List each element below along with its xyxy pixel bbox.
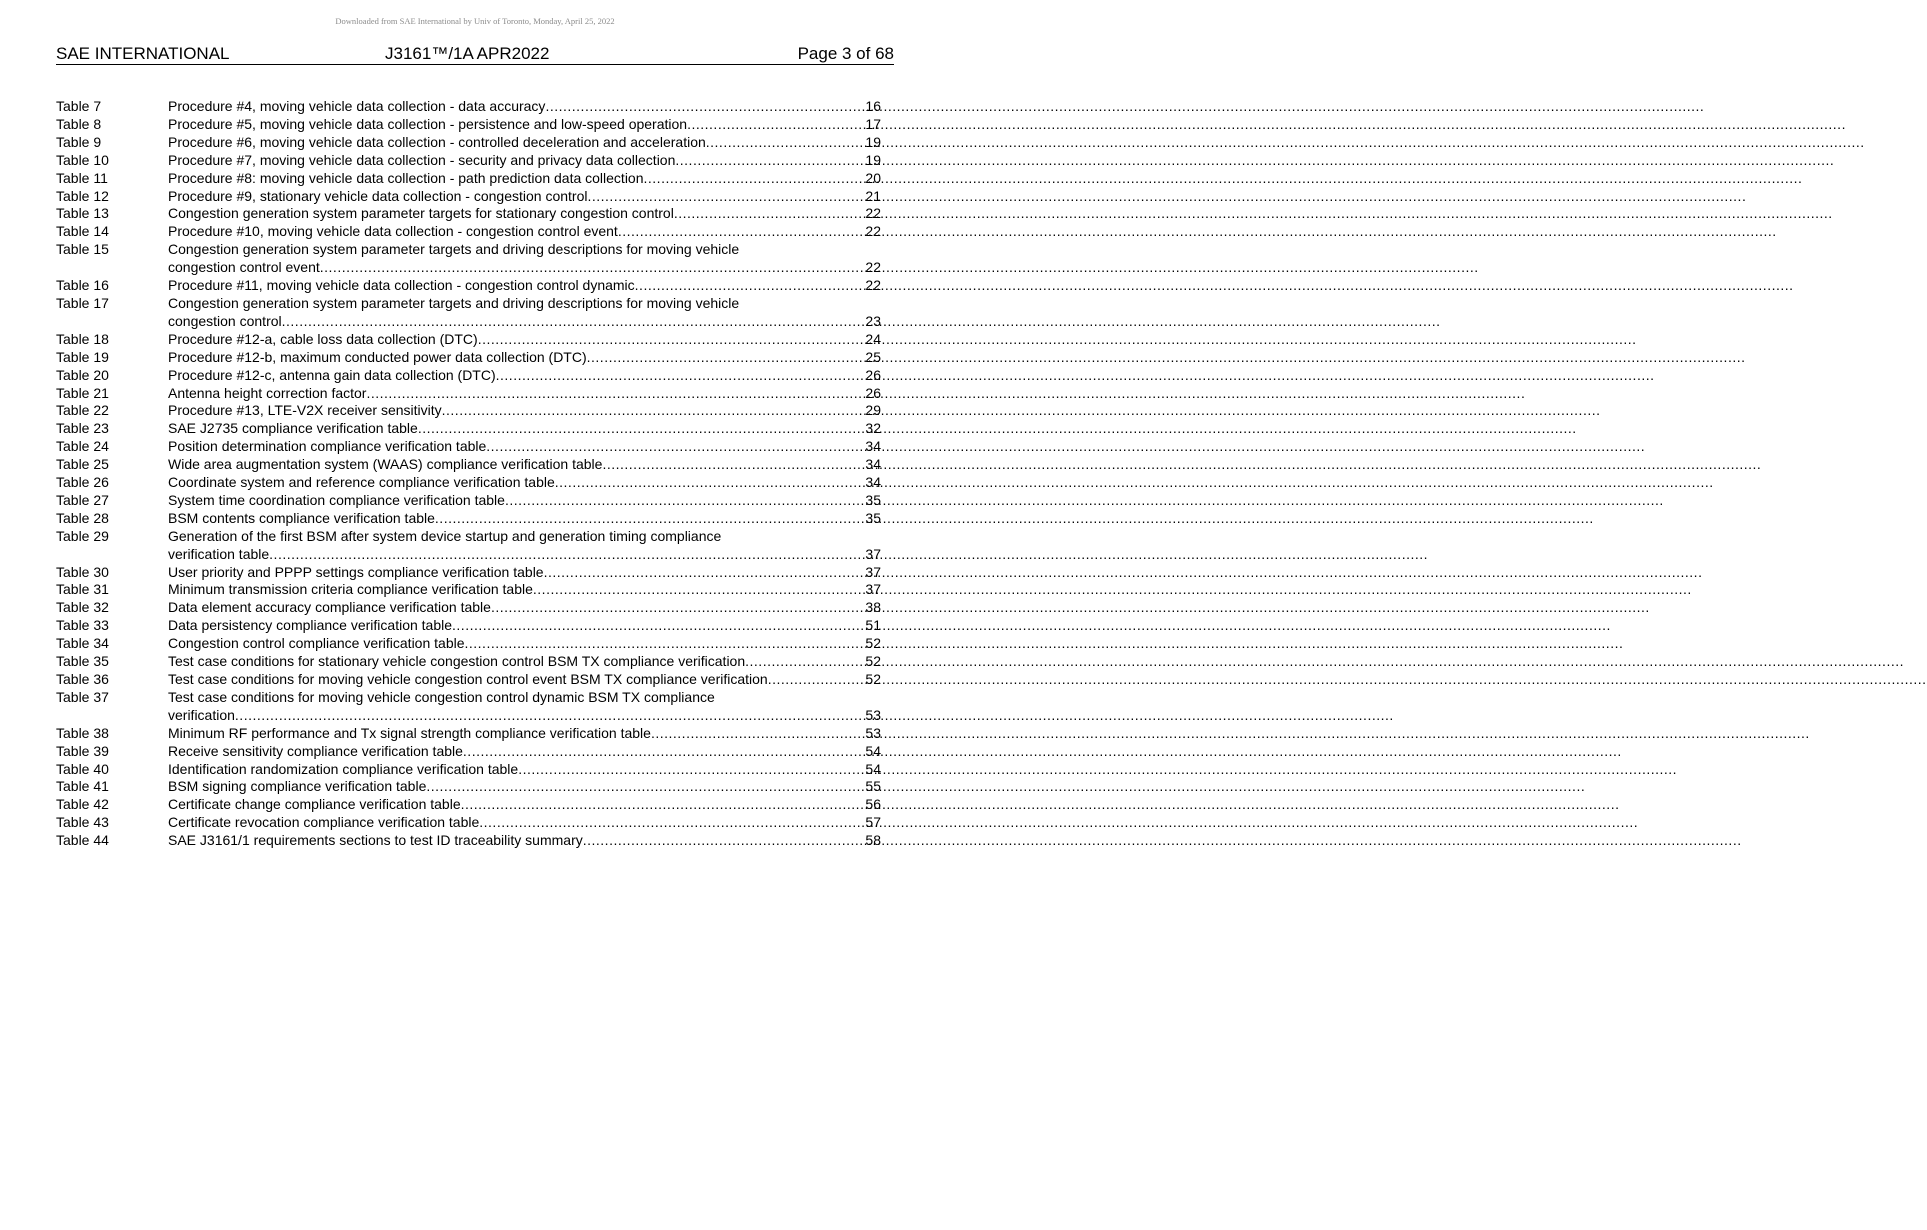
toc-entry-title: Procedure #13, LTE-V2X receiver sensitivity <box>168 402 442 419</box>
toc-entry[interactable] <box>56 205 881 223</box>
toc-entry-label: Table 24 <box>56 438 109 455</box>
toc-entry-label: Table 30 <box>56 563 109 580</box>
toc-dot-leader <box>426 778 864 796</box>
toc-entry-page: 22 <box>865 205 881 222</box>
toc-entry-label: Table 33 <box>56 617 109 634</box>
toc-entry[interactable] <box>56 170 881 188</box>
toc-entry-page: 58 <box>865 832 881 849</box>
toc-entry-label: Table 11 <box>56 169 108 186</box>
toc-entry-body <box>168 635 881 653</box>
toc-entry-page: 34 <box>865 474 881 491</box>
toc-entry-title: verification table <box>168 545 270 562</box>
toc-entry-page: 22 <box>865 277 881 294</box>
toc-entry-body <box>168 474 881 492</box>
toc-entry-page: 35 <box>865 509 881 526</box>
toc-dot-leader <box>491 599 864 617</box>
toc-entry-page: 52 <box>865 671 881 687</box>
toc-entry-title-line1: Test case conditions for moving vehicle congestion control dynamic BSM TX compliance <box>168 688 715 705</box>
toc-dot-leader <box>282 313 865 331</box>
toc-entry-title: Procedure #7, moving vehicle data collection - security and privacy data collection <box>168 151 676 168</box>
header-document-id: J3161™/1A APR2022 <box>385 44 550 63</box>
toc-entry-label: Table 13 <box>56 205 109 222</box>
toc-entry-body <box>168 689 881 725</box>
toc-entry-page: 32 <box>865 420 881 437</box>
toc-entry-body <box>168 188 881 206</box>
toc-entry-label: Table 7 <box>56 98 102 114</box>
toc-entry-body <box>168 796 881 814</box>
list-of-tables <box>56 98 881 850</box>
toc-entry-label: Table 14 <box>56 223 109 240</box>
toc-entry-label: Table 37 <box>56 688 109 705</box>
toc-dot-leader <box>583 832 865 850</box>
toc-dot-leader <box>587 349 865 367</box>
toc-entry-title: BSM signing compliance verification table <box>168 778 427 795</box>
toc-dot-leader <box>442 402 865 420</box>
toc-entry-page: 53 <box>865 706 881 723</box>
page-header <box>56 44 894 65</box>
toc-entry[interactable] <box>56 564 881 582</box>
toc-entry-body <box>168 599 881 617</box>
toc-entry-page: 54 <box>865 760 881 777</box>
toc-entry[interactable] <box>56 188 881 206</box>
toc-entry[interactable] <box>56 581 881 599</box>
toc-entry-title: Data element accuracy compliance verification table <box>168 599 491 616</box>
toc-entry-title: Antenna height correction factor <box>168 384 367 401</box>
toc-dot-leader <box>555 474 865 492</box>
toc-entry-label: Table 23 <box>56 420 109 437</box>
toc-entry[interactable] <box>56 635 881 653</box>
toc-entry-page: 22 <box>865 223 881 240</box>
toc-entry-label: Table 43 <box>56 814 109 831</box>
toc-entry[interactable] <box>56 528 881 564</box>
toc-entry-body <box>168 761 881 779</box>
toc-entry-title: Certificate revocation compliance verification table <box>168 814 480 831</box>
toc-entry-title: Minimum transmission criteria compliance verification table <box>168 581 533 598</box>
toc-dot-leader <box>269 546 864 564</box>
toc-entry-body <box>168 778 881 796</box>
toc-entry-body <box>168 277 881 295</box>
toc-entry[interactable] <box>56 277 881 295</box>
toc-entry-title: User priority and PPPP settings compliance verification table <box>168 563 544 580</box>
toc-entry-label: Table 38 <box>56 724 109 741</box>
toc-entry-title: Wide area augmentation system (WAAS) compliance verification table <box>168 456 603 473</box>
toc-entry-body <box>168 671 881 689</box>
toc-dot-leader <box>505 492 864 510</box>
toc-entry-page: 37 <box>865 581 881 598</box>
toc-entry-page: 52 <box>865 653 881 670</box>
toc-entry-title: Congestion generation system parameter targets for stationary congestion control <box>168 205 674 222</box>
toc-entry-title: SAE J3161/1 requirements sections to test ID traceability summary <box>168 832 583 849</box>
toc-entry-page: 17 <box>865 115 881 132</box>
toc-entry-title: congestion control event <box>168 259 320 276</box>
toc-entry-label: Table 31 <box>56 581 109 598</box>
toc-entry-page: 26 <box>865 384 881 401</box>
toc-dot-leader <box>435 510 865 528</box>
toc-entry[interactable] <box>56 832 881 850</box>
toc-entry-title: Procedure #12-c, antenna gain data collection (DTC) <box>168 366 496 383</box>
toc-entry-page: 26 <box>865 366 881 383</box>
toc-dot-leader <box>320 259 865 277</box>
toc-dot-leader <box>706 134 865 152</box>
toc-entry-page: 35 <box>865 491 881 508</box>
toc-entry-body <box>168 725 881 743</box>
toc-entry-title: Identification randomization compliance verification table <box>168 760 519 777</box>
toc-dot-leader <box>618 223 865 241</box>
toc-entry-title-line1: Congestion generation system parameter targets and driving descriptions for moving vehicle <box>168 294 740 311</box>
toc-dot-leader <box>635 277 865 295</box>
toc-entry-body <box>168 510 881 528</box>
toc-dot-leader <box>533 581 865 599</box>
toc-dot-leader <box>461 796 865 814</box>
toc-entry[interactable] <box>56 653 881 671</box>
toc-entry[interactable] <box>56 814 881 832</box>
toc-entry-page: 52 <box>865 635 881 652</box>
toc-entry-body <box>168 528 881 564</box>
toc-entry-page: 21 <box>865 187 881 204</box>
toc-entry[interactable] <box>56 492 881 510</box>
toc-entry-page: 20 <box>865 169 881 186</box>
toc-entry[interactable] <box>56 599 881 617</box>
toc-entry-title: Receive sensitivity compliance verification table <box>168 742 463 759</box>
toc-entry-title-line1: Generation of the first BSM after system device startup and generation timing compliance <box>168 527 722 544</box>
toc-entry-title: Procedure #4, moving vehicle data collection - data accuracy <box>168 98 546 114</box>
toc-entry-title: Procedure #12-a, cable loss data collection (DTC) <box>168 330 478 347</box>
toc-dot-leader <box>602 456 864 474</box>
toc-entry-label: Table 21 <box>56 384 109 401</box>
toc-entry-title: congestion control <box>168 312 282 329</box>
toc-entry-title: Certificate change compliance verification table <box>168 796 461 813</box>
toc-dot-leader <box>486 438 864 456</box>
toc-dot-leader <box>544 564 865 582</box>
toc-entry-page: 38 <box>865 599 881 616</box>
toc-entry[interactable] <box>56 778 881 796</box>
toc-entry-page: 56 <box>865 796 881 813</box>
toc-entry-label: Table 20 <box>56 366 109 383</box>
toc-entry-page: 51 <box>865 617 881 634</box>
toc-entry-body <box>168 98 881 116</box>
toc-entry-label: Table 32 <box>56 599 109 616</box>
toc-entry-body <box>168 367 881 385</box>
toc-entry[interactable] <box>56 385 881 403</box>
toc-entry-body <box>168 402 881 420</box>
toc-entry-body <box>168 134 881 152</box>
download-watermark: Downloaded from SAE International by Univ of Toronto, Monday, April 25, 2022 <box>335 16 615 26</box>
toc-entry-label: Table 36 <box>56 671 109 687</box>
toc-entry-label: Table 35 <box>56 653 109 670</box>
toc-entry-page: 55 <box>865 778 881 795</box>
toc-dot-leader <box>235 707 865 725</box>
toc-entry-body <box>168 653 881 671</box>
toc-dot-leader <box>768 671 865 689</box>
toc-dot-leader <box>687 116 864 134</box>
toc-entry-body <box>168 385 881 403</box>
toc-entry[interactable] <box>56 241 881 277</box>
toc-entry-page: 54 <box>865 742 881 759</box>
toc-entry-body <box>168 564 881 582</box>
toc-dot-leader <box>518 761 864 779</box>
toc-entry-label: Table 8 <box>56 115 102 132</box>
toc-entry[interactable] <box>56 402 881 420</box>
toc-entry-label: Table 27 <box>56 491 109 508</box>
toc-entry-title: Procedure #9, stationary vehicle data collection - congestion control <box>168 187 588 204</box>
toc-entry-body <box>168 295 881 331</box>
toc-entry-label: Table 18 <box>56 330 109 347</box>
toc-entry-label: Table 28 <box>56 509 109 526</box>
toc-dot-leader <box>545 98 864 116</box>
toc-dot-leader <box>452 617 864 635</box>
toc-entry-body <box>168 223 881 241</box>
toc-entry-page: 23 <box>865 312 881 329</box>
toc-dot-leader <box>674 205 865 223</box>
toc-entry-page: 16 <box>865 98 881 114</box>
toc-entry-label: Table 26 <box>56 474 109 491</box>
toc-entry-title-line1: Congestion generation system parameter targets and driving descriptions for moving vehicle <box>168 241 740 258</box>
toc-entry[interactable] <box>56 689 881 725</box>
toc-entry[interactable] <box>56 152 881 170</box>
toc-entry-body <box>168 241 881 277</box>
toc-entry[interactable] <box>56 474 881 492</box>
toc-entry-title: SAE J2735 compliance verification table <box>168 420 418 437</box>
toc-entry-page: 24 <box>865 330 881 347</box>
toc-entry-body <box>168 331 881 349</box>
toc-entry-title: Minimum RF performance and Tx signal strength compliance verification table <box>168 724 651 741</box>
toc-dot-leader <box>465 635 865 653</box>
toc-dot-leader <box>644 170 865 188</box>
toc-dot-leader <box>418 420 865 438</box>
toc-entry-label: Table 41 <box>56 778 109 795</box>
toc-entry-body <box>168 420 881 438</box>
toc-entry-label: Table 39 <box>56 742 109 759</box>
toc-entry-body <box>168 116 881 134</box>
toc-entry[interactable] <box>56 671 881 689</box>
toc-entry-label: Table 40 <box>56 760 109 777</box>
toc-entry-body <box>168 814 881 832</box>
toc-entry-title: Procedure #11, moving vehicle data collection - congestion control dynamic <box>168 277 635 294</box>
toc-entry-title: BSM contents compliance verification table <box>168 509 435 526</box>
toc-entry[interactable] <box>56 367 881 385</box>
toc-entry-title: Procedure #8: moving vehicle data collection - path prediction data collection <box>168 169 644 186</box>
toc-dot-leader <box>478 331 865 349</box>
toc-entry-body <box>168 492 881 510</box>
toc-entry-title: Procedure #12-b, maximum conducted power data collection (DTC) <box>168 348 587 365</box>
toc-entry-body <box>168 152 881 170</box>
toc-entry-page: 19 <box>865 133 881 150</box>
toc-entry-label: Table 9 <box>56 133 102 150</box>
toc-dot-leader <box>366 385 864 403</box>
toc-entry-body <box>168 743 881 761</box>
toc-entry[interactable] <box>56 617 881 635</box>
toc-dot-leader <box>651 725 864 743</box>
toc-entry-label: Table 16 <box>56 277 109 294</box>
toc-dot-leader <box>496 367 865 385</box>
toc-entry-label: Table 15 <box>56 241 109 258</box>
toc-entry-label: Table 22 <box>56 402 109 419</box>
toc-entry-label: Table 12 <box>56 187 109 204</box>
toc-dot-leader <box>675 152 864 170</box>
toc-entry-page: 25 <box>865 348 881 365</box>
toc-entry-body <box>168 617 881 635</box>
toc-dot-leader <box>745 653 864 671</box>
toc-entry[interactable] <box>56 796 881 814</box>
toc-entry-label: Table 25 <box>56 456 109 473</box>
toc-entry[interactable] <box>56 331 881 349</box>
toc-entry-page: 19 <box>865 151 881 168</box>
toc-entry-title: Congestion control compliance verification table <box>168 635 465 652</box>
toc-entry-page: 29 <box>865 402 881 419</box>
toc-entry-body <box>168 205 881 223</box>
toc-entry-body <box>168 170 881 188</box>
toc-entry[interactable] <box>56 349 881 367</box>
toc-entry[interactable] <box>56 743 881 761</box>
toc-entry-body <box>168 832 881 850</box>
toc-entry-page: 37 <box>865 545 881 562</box>
toc-entry[interactable] <box>56 456 881 474</box>
toc-entry-title: Procedure #5, moving vehicle data collection - persistence and low-speed operation <box>168 115 688 132</box>
toc-entry-label: Table 44 <box>56 832 109 849</box>
toc-entry[interactable] <box>56 420 881 438</box>
toc-entry-body <box>168 581 881 599</box>
toc-entry-body <box>168 456 881 474</box>
toc-entry-page: 22 <box>865 259 881 276</box>
toc-entry-title: Position determination compliance verification table <box>168 438 487 455</box>
toc-entry-label: Table 10 <box>56 151 109 168</box>
toc-entry[interactable] <box>56 98 881 116</box>
toc-entry-label: Table 29 <box>56 527 109 544</box>
toc-entry-title: Test case conditions for stationary vehicle congestion control BSM TX compliance verification <box>168 653 746 670</box>
toc-entry[interactable] <box>56 295 881 331</box>
toc-entry[interactable] <box>56 223 881 241</box>
toc-entry-body <box>168 438 881 456</box>
toc-entry-page: 53 <box>865 724 881 741</box>
toc-entry-label: Table 17 <box>56 294 109 311</box>
toc-entry[interactable] <box>56 761 881 779</box>
toc-entry[interactable] <box>56 510 881 528</box>
toc-entry-page: 34 <box>865 438 881 455</box>
toc-dot-leader <box>587 188 864 206</box>
toc-entry-page: 37 <box>865 563 881 580</box>
toc-entry-title: System time coordination compliance verification table <box>168 491 505 508</box>
toc-entry[interactable] <box>56 438 881 456</box>
toc-entry[interactable] <box>56 116 881 134</box>
toc-entry-title: Data persistency compliance verification table <box>168 617 453 634</box>
toc-entry-label: Table 19 <box>56 348 109 365</box>
toc-dot-leader <box>463 743 865 761</box>
toc-entry-title: Coordinate system and reference compliance verification table <box>168 474 555 491</box>
toc-entry-label: Table 34 <box>56 635 109 652</box>
toc-entry-page: 34 <box>865 456 881 473</box>
toc-dot-leader <box>479 814 864 832</box>
toc-entry-title: verification <box>168 706 235 723</box>
header-organization: SAE INTERNATIONAL <box>56 44 230 63</box>
toc-entry-body <box>168 349 881 367</box>
toc-entry-title: Test case conditions for moving vehicle congestion control event BSM TX compliance verification <box>168 671 768 687</box>
toc-entry[interactable] <box>56 134 881 152</box>
toc-entry[interactable] <box>56 725 881 743</box>
toc-entry-label: Table 42 <box>56 796 109 813</box>
toc-entry-title: Procedure #6, moving vehicle data collection - controlled deceleration and acceleration <box>168 133 706 150</box>
header-page-number: Page 3 of 68 <box>797 44 894 63</box>
toc-entry-page: 57 <box>865 814 881 831</box>
toc-entry-title: Procedure #10, moving vehicle data collection - congestion control event <box>168 223 618 240</box>
